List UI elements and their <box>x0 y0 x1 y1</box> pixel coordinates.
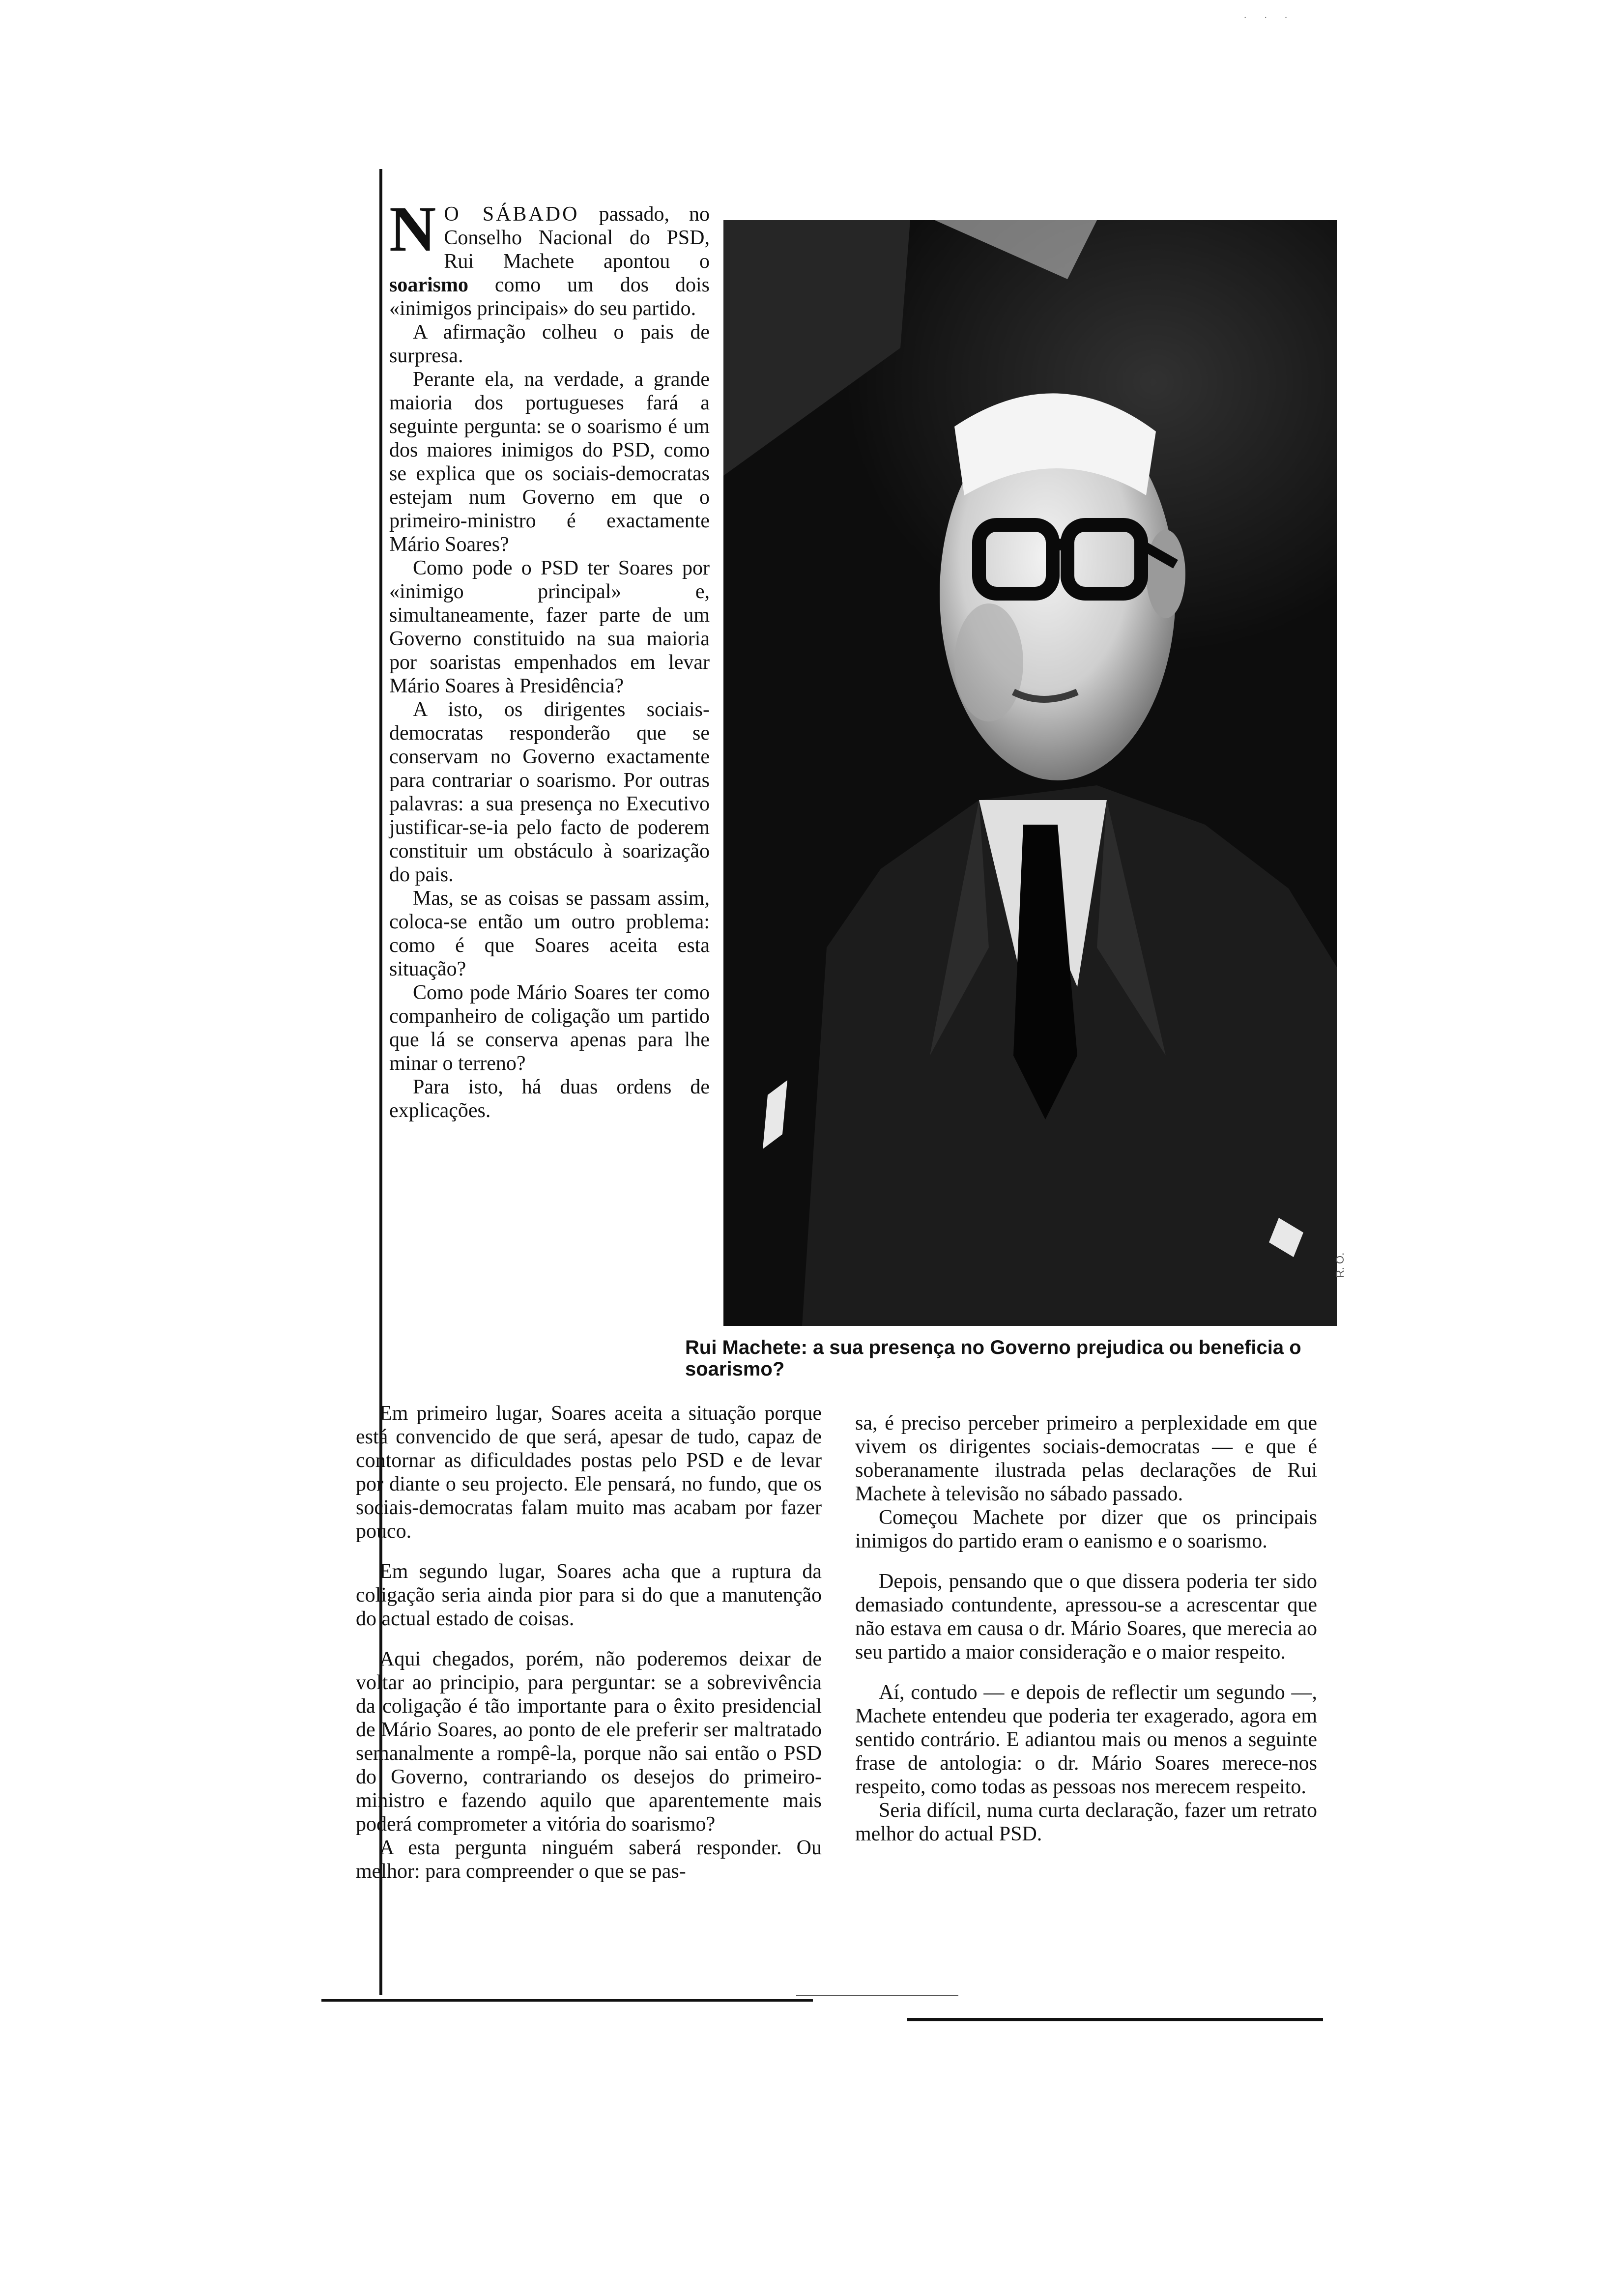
article-column-bottom-left <box>356 1402 822 1883</box>
lead-bold-word: soarismo <box>389 274 468 296</box>
article-column-bottom-right <box>855 1411 1317 1846</box>
bottom-rule-thin <box>796 1995 958 1996</box>
paragraph: Seria difícil, numa curta declaração, fazer um retrato melhor do actual PSD. <box>855 1799 1317 1845</box>
scan-speck: · · · <box>1243 11 1295 23</box>
cheek-shadow <box>954 603 1023 721</box>
paragraph: Mas, se as coisas se passam assim, coloca-se então um outro problema: como é que Soares aceita esta situação? <box>389 887 710 980</box>
paragraph: Aí, contudo — e depois de reflectir um segundo —, Machete entendeu que poderia ter exagerado, agora em sentido contrário. E adiantou mais ou menos a seguinte frase de antologia: o dr. Mário Soares merece-nos respeito, como todas as pessoas nos merecem respeito. <box>855 1681 1317 1798</box>
lead-smallcaps: O SÁBADO <box>444 203 579 226</box>
paragraph: Começou Machete por dizer que os principais inimigos do partido eram o eanismo e o soarismo. <box>855 1506 1317 1552</box>
bottom-rule-left <box>321 1999 813 2002</box>
lead-text-2: como um dos dois «inimigos principais» do seu partido. <box>389 274 710 320</box>
photo-caption: Rui Machete: a sua presença no Governo prejudica ou beneficia o soarismo? <box>685 1337 1301 1380</box>
paragraph: A esta pergunta ninguém saberá responder. Ou melhor: para compreender o que se pas- <box>356 1837 822 1883</box>
ear <box>1146 530 1185 618</box>
lead-paragraph <box>389 193 710 320</box>
paragraph: Em segundo lugar, Soares acha que a ruptura da coligação seria ainda pior para si do que a manutenção do actual estado de coisas. <box>356 1560 822 1630</box>
paragraph: Em primeiro lugar, Soares aceita a situação porque está convencido de que será, apesar de tudo, capaz de contornar as dificuldades postas pelo PSD e de levar por diante o seu projecto. Ele pensará, no fundo, que os sociais-democratas falam muito mas acabam por fazer pouco. <box>356 1402 822 1543</box>
article-column-left <box>389 193 710 1122</box>
paragraph: Como pode Mário Soares ter como companheiro de coligação um partido que lá se conserva apenas para lhe minar o terreno? <box>389 981 710 1075</box>
portrait-photo-graphic <box>723 220 1337 1326</box>
paragraph: sa, é preciso perceber primeiro a perplexidade em que vivem os dirigentes sociais-democratas — e que é soberanamente ilustrada pelas declarações de Rui Machete à televisão no sábado passado. <box>855 1412 1317 1505</box>
lead-text-1: passado, no Conselho Nacional do PSD, Rui Machete apontou o <box>444 203 710 273</box>
paragraph: Aqui chegados, porém, não poderemos deixar de voltar ao principio, para perguntar: se a sobrevivência da coligação é tão importante para o êxito presidencial de Mário Soares, ao ponto de ele preferir ser maltratado semanalmente a rompê-la, porque não sai então o PSD do Governo, contrariando os desejos do primeiro-ministro e fazendo aquilo que aparentemente mais poderá comprometer a vitória do soarismo? <box>356 1648 822 1836</box>
bottom-rule-right <box>907 2018 1323 2021</box>
paragraph: A afirmação colheu o pais de surpresa. <box>389 321 710 367</box>
paragraph: Como pode o PSD ter Soares por «inimigo principal» e, simultaneamente, fazer parte de um Governo constituido na sua maioria por soaristas empenhados em levar Mário Soares à Presidência? <box>389 557 710 697</box>
paragraph: Para isto, há duas ordens de explicações. <box>389 1076 710 1122</box>
photo-credit-mark: R. O. <box>1334 1252 1346 1278</box>
portrait-photo <box>723 220 1337 1326</box>
paragraph: Depois, pensando que o que dissera poderia ter sido demasiado contundente, apressou-se a acrescentar que não estava em causa o dr. Mário Soares, que merecia ao seu partido a maior consideração e o maior respeito. <box>855 1570 1317 1664</box>
paragraph: A isto, os dirigentes sociais-democratas responderão que se conservam no Governo exactamente para contrariar o soarismo. Por outras palavras: a sua presença no Executivo justificar-se-ia pelo facto de poderem constituir um obstáculo à soarização do pais. <box>389 698 710 886</box>
paragraph: Perante ela, na verdade, a grande maioria dos portugueses fará a seguinte pergunta: se o soarismo é um dos maiores inimigos do PSD, como se explica que os sociais-democratas estejam num Governo em que o primeiro-ministro é exactamente Mário Soares? <box>389 368 710 556</box>
drop-cap: N <box>389 193 436 265</box>
